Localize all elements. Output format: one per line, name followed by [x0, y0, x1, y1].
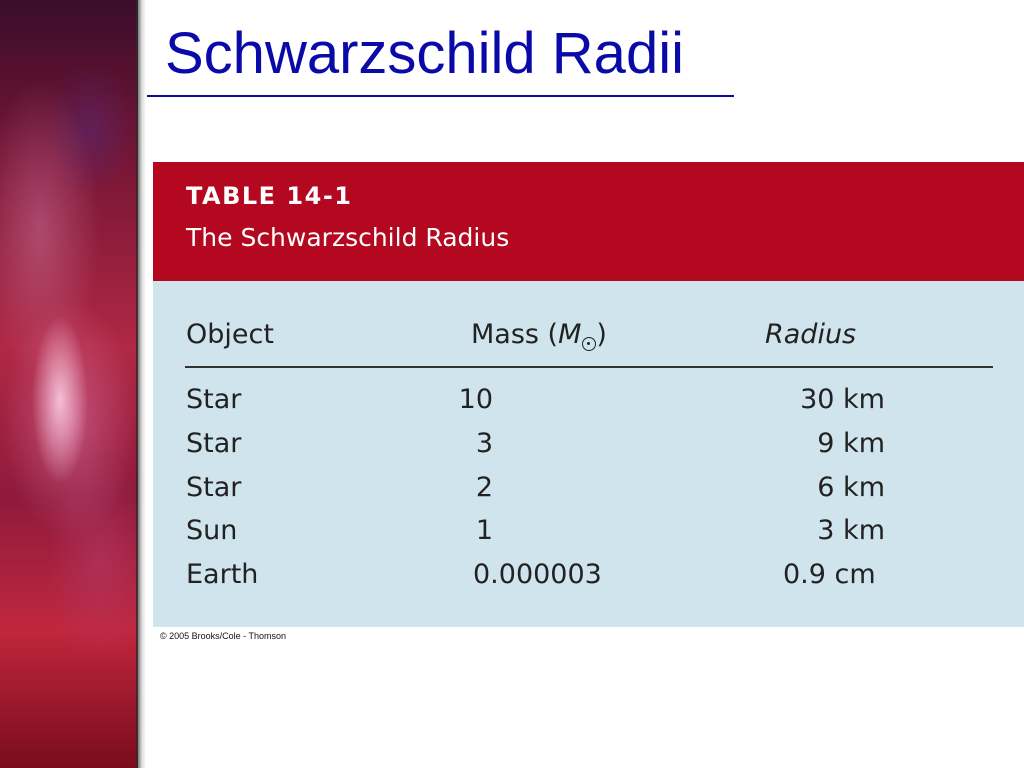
row-object: Sun: [186, 515, 238, 546]
mass-header-unit: M: [558, 319, 582, 350]
table-number: TABLE 14-1: [186, 182, 353, 210]
column-header-radius: Radius: [765, 319, 857, 350]
row-radius: 30 km: [800, 384, 885, 415]
row-mass: 1: [475, 515, 493, 546]
sun-symbol-icon: [582, 337, 596, 351]
row-radius: 9 km: [817, 428, 885, 459]
mass-header-prefix: Mass (: [471, 319, 559, 350]
sidebar-shadow: [136, 0, 146, 768]
copyright-notice: © 2005 Brooks/Cole - Thomson: [160, 631, 287, 641]
nebula-image: [0, 0, 138, 768]
table-body: [153, 281, 1024, 627]
row-object: Star: [186, 428, 242, 459]
row-object: Star: [186, 472, 242, 503]
row-radius: 0.9 cm: [783, 559, 876, 590]
row-mass: 10: [458, 384, 493, 415]
row-mass: 0.000003: [473, 559, 602, 590]
title-underline: [147, 95, 734, 97]
column-header-object: Object: [186, 319, 274, 350]
table-caption: The Schwarzschild Radius: [186, 223, 510, 252]
table-header: [153, 162, 1024, 281]
row-mass: 3: [475, 428, 493, 459]
schwarzschild-table: [153, 162, 1024, 627]
row-radius: 3 km: [817, 515, 885, 546]
column-header-mass: [471, 319, 607, 351]
header-divider: [185, 366, 993, 368]
row-radius: 6 km: [817, 472, 885, 503]
row-object: Star: [186, 384, 242, 415]
row-mass: 2: [475, 472, 493, 503]
mass-header-suffix: ): [596, 319, 607, 350]
page-title: Schwarzschild Radii: [165, 21, 684, 86]
row-object: Earth: [186, 559, 259, 590]
